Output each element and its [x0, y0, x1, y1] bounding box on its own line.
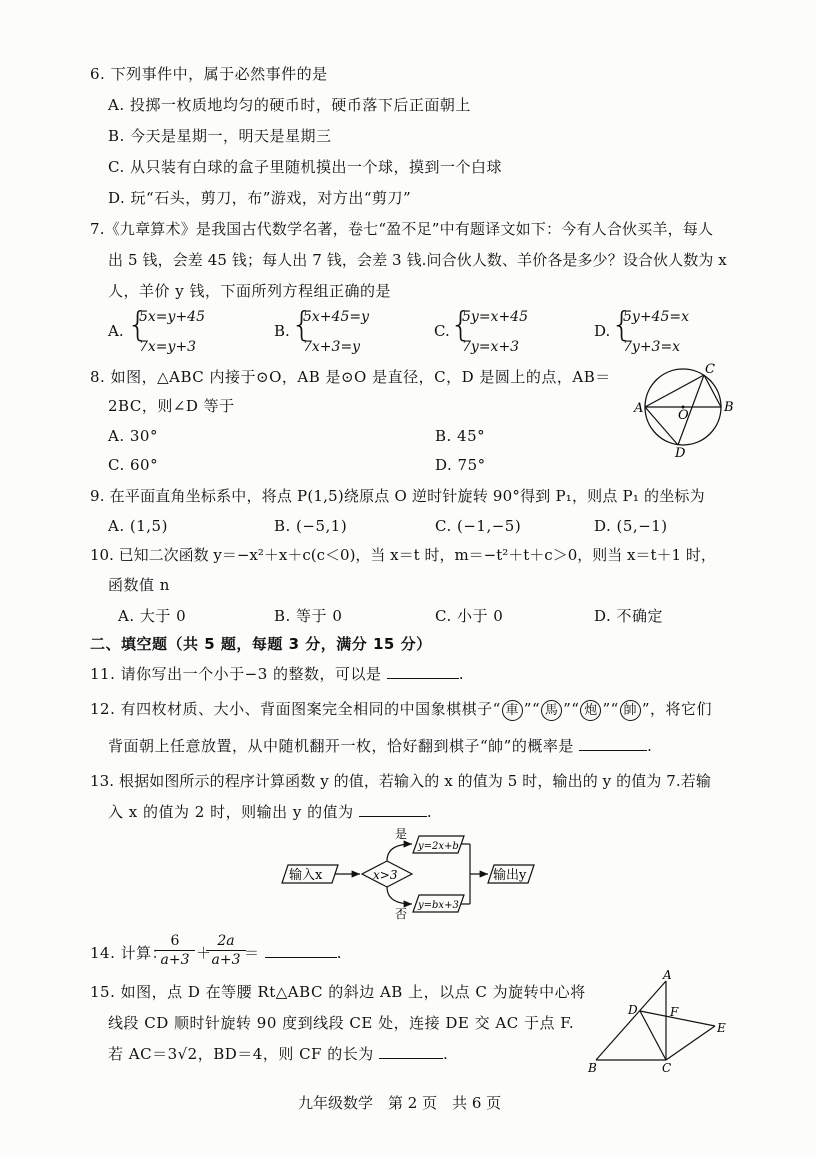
q8-option-c: C. 60° — [108, 456, 159, 474]
q7-stem-line1: 7.《九章算术》是我国古代数学名著，卷七“盈不足”中有题译文如下：今有人合伙买羊，每人 — [90, 220, 714, 238]
q8-label-c: C — [705, 362, 715, 377]
q7-stem-line2: 出 5 钱，会差 45 钱；每人出 7 钱，会差 3 钱.问合伙人数、羊价各是多少？设合伙人数为 x — [108, 251, 727, 269]
q7-option-d-eq1: 5y+45=x — [623, 309, 689, 325]
q10-stem-line1: 10. 已知二次函数 y＝−x²＋x＋c(c＜0)，当 x＝t 时，m＝−t²＋t＋c＞0，则当 x＝t＋1 时， — [90, 546, 716, 564]
q7-option-b-eq2: 7x+3=y — [303, 339, 361, 355]
q12-piece-pao: 炮 — [580, 700, 601, 721]
q13-stem-line1: 13. 根据如图所示的程序计算函数 y 的值，若输入的 x 的值为 5 时，输出的 y 的值为 7.若输 — [90, 772, 712, 790]
q13-stem-line2 — [108, 802, 432, 822]
q6-option-c: C. 从只装有白球的盒子里随机摸出一个球，摸到一个白球 — [108, 158, 502, 176]
q10-option-c: C. 小于 0 — [435, 607, 504, 625]
q10-option-d: D. 不确定 — [594, 607, 664, 625]
q15-label-f: F — [670, 1005, 679, 1019]
flow-output-label: 输出y — [493, 868, 527, 883]
q7-option-c-brace: { — [450, 305, 472, 345]
q8-option-d: D. 75° — [435, 456, 486, 474]
q8-label-a: A — [634, 401, 644, 416]
q11-end: . — [458, 665, 465, 683]
q10-option-b: B. 等于 0 — [274, 607, 343, 625]
q14-numerator-2: 2a — [217, 933, 235, 949]
q13-answer-blank[interactable] — [359, 802, 427, 817]
q14-denominator-1: a+3 — [155, 950, 195, 969]
q8-option-a: A. 30° — [108, 427, 158, 445]
section-2-heading: 二、填空题（共 5 题，每题 3 分，满分 15 分） — [90, 635, 432, 653]
q8-label-b: B — [724, 400, 734, 415]
q6-option-a: A. 投掷一枚质地均匀的硬币时，硬币落下后正面朝上 — [108, 96, 471, 114]
q13-end: . — [426, 803, 433, 821]
q14-plus: ＋ — [196, 944, 212, 962]
q7-option-b-label: B. — [274, 322, 290, 340]
q12-sep3: ”“ — [602, 700, 619, 718]
q12-piece-ma: 馬 — [541, 700, 562, 721]
q10-option-a: A. 大于 0 — [118, 607, 187, 625]
flow-yes-label: 是 — [395, 828, 408, 841]
q14-answer-line — [244, 943, 342, 963]
q8-label-d: D — [675, 446, 686, 461]
flow-input-label: 输入x — [289, 868, 323, 883]
q9-option-a: A. (1,5) — [108, 517, 168, 535]
q10-stem-line2: 函数值 n — [108, 576, 170, 594]
q9-stem: 9. 在平面直角坐标系中，将点 P(1,5)绕原点 O 逆时针旋转 90°得到 P₁，则点 P₁ 的坐标为 — [90, 487, 705, 505]
q12-sep2: ”“ — [563, 700, 580, 718]
flow-no-label: 否 — [395, 907, 408, 920]
q9-option-b: B. (−5,1) — [274, 517, 348, 535]
q8-circle-figure — [628, 358, 738, 462]
q15-stem-line3 — [108, 1044, 448, 1064]
q12-line2-text: 背面朝上任意放置，从中随机翻开一枚，恰好翻到棋子“帥”的概率是 — [108, 737, 574, 755]
q7-option-a-brace: { — [127, 305, 149, 345]
q15-label-a: A — [663, 968, 672, 982]
q7-option-c-label: C. — [434, 322, 450, 340]
q14-fraction-2 — [206, 932, 246, 969]
q15-stem-line1: 15. 如图，点 D 在等腰 Rt△ABC 的斜边 AB 上，以点 C 为旋转中心将 — [90, 983, 586, 1001]
q7-option-a-eq1: 5x=y+45 — [139, 309, 205, 325]
q7-option-c-eq1: 5y=x+45 — [462, 309, 528, 325]
q8-option-b: B. 45° — [435, 427, 486, 445]
q14-equals: ＝ — [244, 944, 260, 962]
q15-triangle-figure — [580, 968, 730, 1078]
flow-yes-formula: y=2x+b — [418, 841, 459, 852]
q7-option-d-eq2: 7y+3=x — [623, 339, 681, 355]
q7-option-b-eq1: 5x+45=y — [303, 309, 369, 325]
q15-label-d: D — [628, 1003, 638, 1017]
q7-option-c-eq2: 7y=x+3 — [462, 339, 520, 355]
q15-line3-text: 若 AC＝3√2，BD＝4，则 CF 的长为 — [108, 1045, 374, 1063]
q11-text: 11. 请你写出一个小于−3 的整数，可以是 — [90, 665, 382, 683]
q7-option-d-brace: { — [611, 305, 633, 345]
q14-fraction-1 — [155, 932, 195, 969]
q12-piece-ju: 車 — [502, 700, 523, 721]
q14-answer-blank[interactable] — [265, 943, 337, 958]
q12-piece-shuai: 帥 — [620, 700, 641, 721]
q11-answer-blank[interactable] — [387, 664, 459, 679]
q15-label-b: B — [588, 1061, 597, 1075]
q6-stem: 6. 下列事件中，属于必然事件的是 — [90, 65, 328, 83]
q6-option-b: B. 今天是星期一，明天是星期三 — [108, 127, 332, 145]
q8-stem-line1: 8. 如图，△ABC 内接于⊙O，AB 是⊙O 是直径，C，D 是圆上的点，AB＝ — [90, 368, 611, 386]
q13-line2-text: 入 x 的值为 2 时，则输出 y 的值为 — [108, 803, 354, 821]
page-footer: 九年级数学 第 2 页 共 6 页 — [298, 1094, 502, 1112]
q15-label-c: C — [662, 1061, 672, 1075]
q12-post: ”，将它们 — [641, 700, 712, 718]
q14-prefix: 14. 计算： — [90, 944, 168, 962]
q15-label-e: E — [717, 1021, 726, 1035]
q15-answer-blank[interactable] — [379, 1044, 443, 1059]
flow-no-formula: y=bx+3 — [418, 900, 459, 911]
q12-pre: 12. 有四枚材质、大小、背面图案完全相同的中国象棋棋子“ — [90, 700, 501, 718]
q12-line1 — [90, 697, 712, 721]
q7-option-d-label: D. — [594, 322, 611, 340]
q12-end: . — [647, 737, 653, 755]
q8-stem-line2: 2BC，则∠D 等于 — [108, 397, 235, 415]
q7-option-b-brace: { — [291, 305, 313, 345]
q7-option-a-eq2: 7x=y+3 — [139, 339, 197, 355]
q6-option-d: D. 玩“石头，剪刀，布”游戏，对方出“剪刀” — [108, 189, 412, 207]
q7-stem-line3: 人，羊价 y 钱，下面所列方程组正确的是 — [108, 282, 392, 300]
q14-numerator-1: 6 — [170, 933, 180, 949]
q9-option-d: D. (5,−1) — [594, 517, 668, 535]
q12-sep1: ”“ — [523, 700, 541, 718]
q14-denominator-2: a+3 — [206, 950, 246, 969]
q12-answer-blank[interactable] — [579, 736, 647, 751]
q7-option-a-label: A. — [108, 322, 124, 340]
q12-line2 — [108, 736, 652, 756]
q13-flowchart — [280, 828, 540, 920]
q14-end: . — [336, 944, 343, 962]
q15-end: . — [443, 1045, 449, 1063]
q9-option-c: C. (−1,−5) — [435, 517, 522, 535]
q8-label-o: O — [678, 408, 689, 423]
q15-stem-line2: 线段 CD 顺时针旋转 90 度到线段 CE 处，连接 DE 交 AC 于点 F. — [108, 1014, 575, 1032]
q11-line — [90, 664, 464, 684]
flow-condition: x>3 — [373, 868, 398, 882]
